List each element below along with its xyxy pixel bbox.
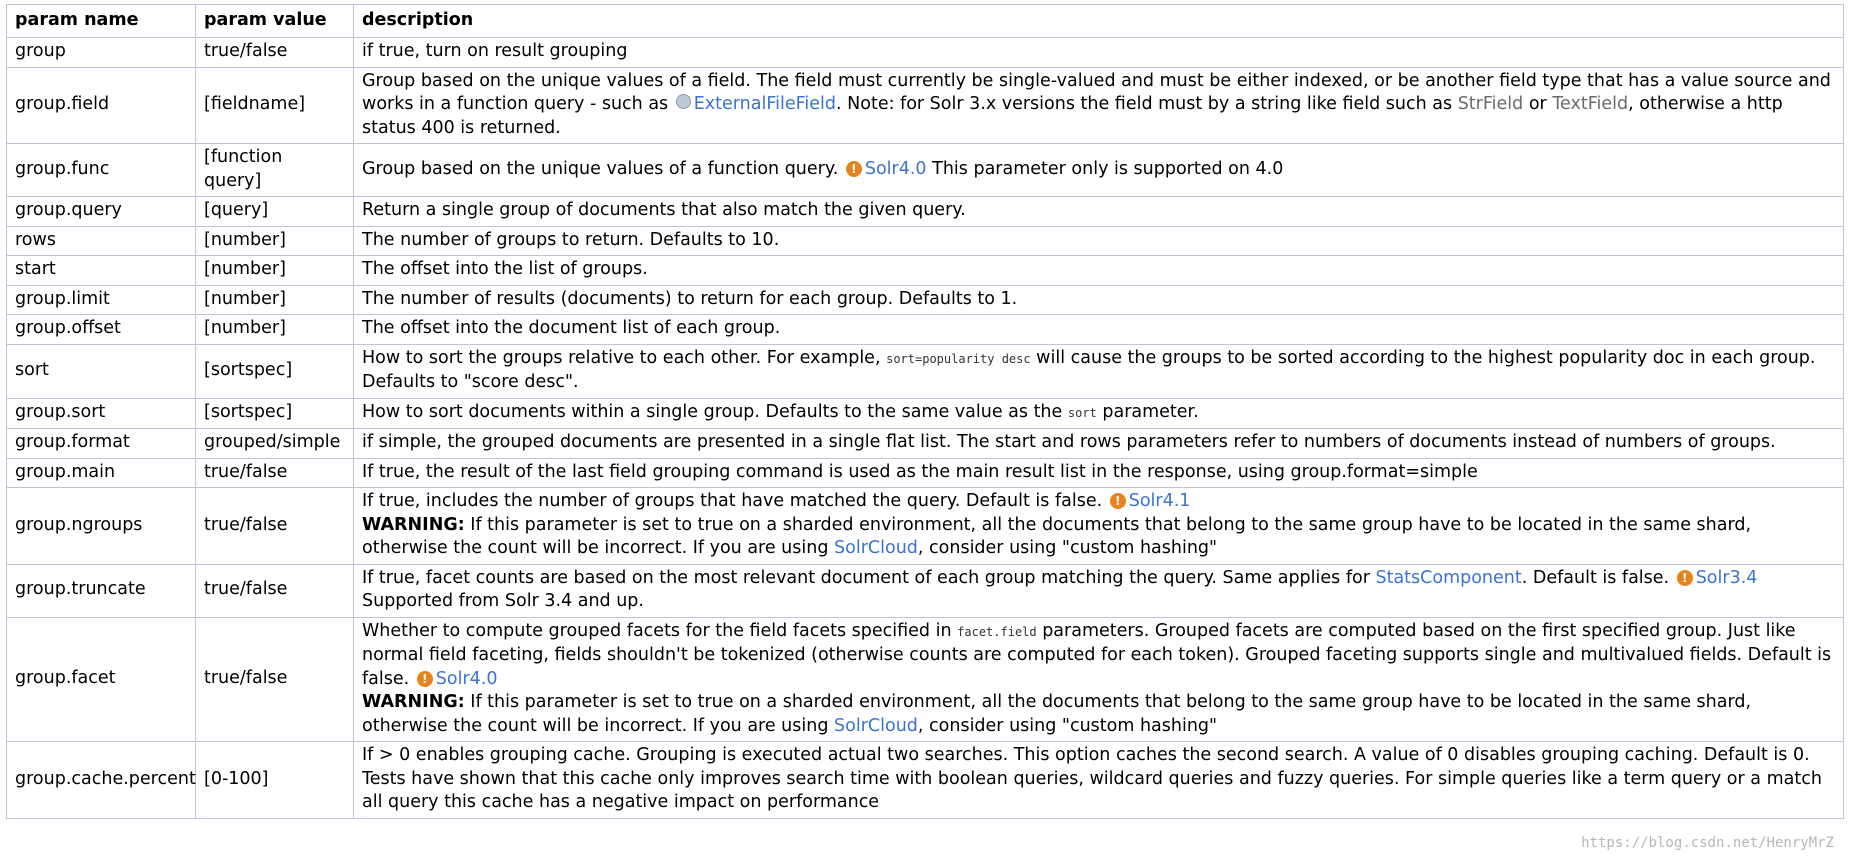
param-description: Group based on the unique values of a field. The field must currently be single-valued and must be either indexed, or be another field type that has a value source and works in a function query - such as ExternalFileField. Note: for Solr 3.x versions the field must by a string like field such as StrField or TextField, otherwise a http status 400 is returned. bbox=[354, 67, 1844, 144]
param-name: group.ngroups bbox=[7, 488, 196, 565]
link-externalfilefield[interactable]: ExternalFileField bbox=[693, 94, 837, 114]
header-param-value: param value bbox=[196, 5, 354, 38]
param-value: [number] bbox=[196, 315, 354, 345]
table-row bbox=[7, 256, 1844, 286]
link-statscomponent[interactable]: StatsComponent bbox=[1375, 567, 1522, 588]
header-row bbox=[7, 5, 1844, 38]
table-row bbox=[7, 488, 1844, 565]
param-name: group.format bbox=[7, 429, 196, 459]
param-description: The number of groups to return. Defaults to 10. bbox=[354, 226, 1844, 256]
link-solr3-4[interactable]: Solr3.4 bbox=[1695, 567, 1758, 588]
param-value: grouped/simple bbox=[196, 429, 354, 459]
table-row bbox=[7, 617, 1844, 742]
param-value: [function query] bbox=[196, 144, 354, 197]
watermark: https://blog.csdn.net/HenryMrZ bbox=[1581, 835, 1834, 851]
param-description: if true, turn on result grouping bbox=[354, 38, 1844, 68]
param-value: true/false bbox=[196, 488, 354, 565]
param-value: [query] bbox=[196, 197, 354, 227]
param-name: rows bbox=[7, 226, 196, 256]
param-value: [fieldname] bbox=[196, 67, 354, 144]
param-name: group.main bbox=[7, 458, 196, 488]
table-row bbox=[7, 226, 1844, 256]
param-name: group.limit bbox=[7, 285, 196, 315]
param-value: [number] bbox=[196, 226, 354, 256]
table-row bbox=[7, 742, 1844, 819]
param-name: group.sort bbox=[7, 398, 196, 429]
link-solr4-0[interactable]: Solr4.0 bbox=[435, 668, 498, 689]
param-name: group.cache.percent bbox=[7, 742, 196, 819]
code-sort-example: sort=popularity desc bbox=[886, 351, 1031, 366]
param-description: The number of results (documents) to return for each group. Defaults to 1. bbox=[354, 285, 1844, 315]
param-name: sort bbox=[7, 344, 196, 398]
exclamation-info-icon: ! bbox=[417, 671, 433, 687]
param-name: group.offset bbox=[7, 315, 196, 345]
param-value: true/false bbox=[196, 38, 354, 68]
link-solrcloud[interactable]: SolrCloud bbox=[834, 715, 918, 736]
header-param-name: param name bbox=[7, 5, 196, 38]
param-name: group.query bbox=[7, 197, 196, 227]
param-description: How to sort documents within a single group. Defaults to the same value as the sort parameter. bbox=[354, 398, 1844, 429]
param-description: The offset into the document list of each group. bbox=[354, 315, 1844, 345]
ref-textfield[interactable]: TextField bbox=[1552, 94, 1629, 114]
code-facet-field: facet.field bbox=[957, 624, 1037, 639]
table-row bbox=[7, 458, 1844, 488]
exclamation-info-icon: ! bbox=[1677, 570, 1693, 586]
param-description: if simple, the grouped documents are presented in a single flat list. The start and rows parameters refer to numbers of documents instead of numbers of groups. bbox=[354, 429, 1844, 459]
param-value: true/false bbox=[196, 564, 354, 617]
wiki-link-icon bbox=[676, 94, 691, 109]
param-value: [number] bbox=[196, 285, 354, 315]
table-row bbox=[7, 564, 1844, 617]
param-description: The offset into the list of groups. bbox=[354, 256, 1844, 286]
ref-strfield[interactable]: StrField bbox=[1457, 94, 1524, 114]
param-description: Return a single group of documents that also match the given query. bbox=[354, 197, 1844, 227]
table-row bbox=[7, 344, 1844, 398]
table-row bbox=[7, 315, 1844, 345]
param-description: Group based on the unique values of a function query. ! Solr4.0 This parameter only is supported on 4.0 bbox=[354, 144, 1844, 197]
warning-label: WARNING: bbox=[362, 692, 465, 712]
param-name: group bbox=[7, 38, 196, 68]
table-row bbox=[7, 398, 1844, 429]
link-solrcloud[interactable]: SolrCloud bbox=[834, 538, 918, 558]
table-row bbox=[7, 285, 1844, 315]
exclamation-info-icon: ! bbox=[1110, 493, 1126, 509]
param-description: If true, includes the number of groups that have matched the query. Default is false. ! Solr4.1 WARNING: If this parameter is set to true on a sharded environment, all the documents that belong to the same group have to be located in the same shard, otherwise the count will be incorrect. If you are using SolrCloud, consider using "custom hashing" bbox=[354, 488, 1844, 565]
param-description: If > 0 enables grouping cache. Grouping is executed actual two searches. This option caches the second search. A value of 0 disables grouping caching. Default is 0. Tests have shown that this cache only improves search time with boolean queries, wildcard queries and fuzzy queries. For simple queries like a term query or a match all query this cache has a negative impact on performance bbox=[354, 742, 1844, 819]
param-description: If true, the result of the last field grouping command is used as the main result list in the response, using group.format=simple bbox=[354, 458, 1844, 488]
warning-label: WARNING: bbox=[362, 514, 465, 535]
param-value: [number] bbox=[196, 256, 354, 286]
link-solr4-1[interactable]: Solr4.1 bbox=[1128, 491, 1191, 511]
table-row bbox=[7, 197, 1844, 227]
param-name: group.field bbox=[7, 67, 196, 144]
param-name: start bbox=[7, 256, 196, 286]
table-row bbox=[7, 38, 1844, 68]
param-value: true/false bbox=[196, 458, 354, 488]
parameters-table bbox=[6, 4, 1844, 819]
link-solr4-0[interactable]: Solr4.0 bbox=[864, 158, 927, 179]
param-value: true/false bbox=[196, 617, 354, 742]
table-row bbox=[7, 144, 1844, 197]
header-description: description bbox=[354, 5, 1844, 38]
param-description: Whether to compute grouped facets for the field facets specified in facet.field parameters. Grouped facets are computed based on the first specified group. Just like normal field faceting, fields shouldn't be tokenized (otherwise counts are computed for each token). Grouped faceting supports single and multivalued fields. Default is false. ! Solr4.0 WARNING: If this parameter is set to true on a sharded environment, all the documents that belong to the same group have to be located in the same shard, otherwise the count will be incorrect. If you are using SolrCloud, consider using "custom hashing" bbox=[354, 617, 1844, 742]
param-name: group.func bbox=[7, 144, 196, 197]
param-value: [sortspec] bbox=[196, 344, 354, 398]
param-name: group.facet bbox=[7, 617, 196, 742]
param-value: [sortspec] bbox=[196, 398, 354, 429]
param-description: If true, facet counts are based on the most relevant document of each group matching the query. Same applies for StatsComponent. Default is false. ! Solr3.4 Supported from Solr 3.4 and up. bbox=[354, 564, 1844, 617]
table-row bbox=[7, 429, 1844, 459]
code-sort: sort bbox=[1067, 405, 1097, 420]
exclamation-info-icon: ! bbox=[846, 161, 862, 177]
table-row bbox=[7, 67, 1844, 144]
param-description: How to sort the groups relative to each other. For example, sort=popularity desc will cause the groups to be sorted according to the highest popularity doc in each group. Defaults to "score desc". bbox=[354, 344, 1844, 398]
param-name: group.truncate bbox=[7, 564, 196, 617]
param-value: [0-100] bbox=[196, 742, 354, 819]
